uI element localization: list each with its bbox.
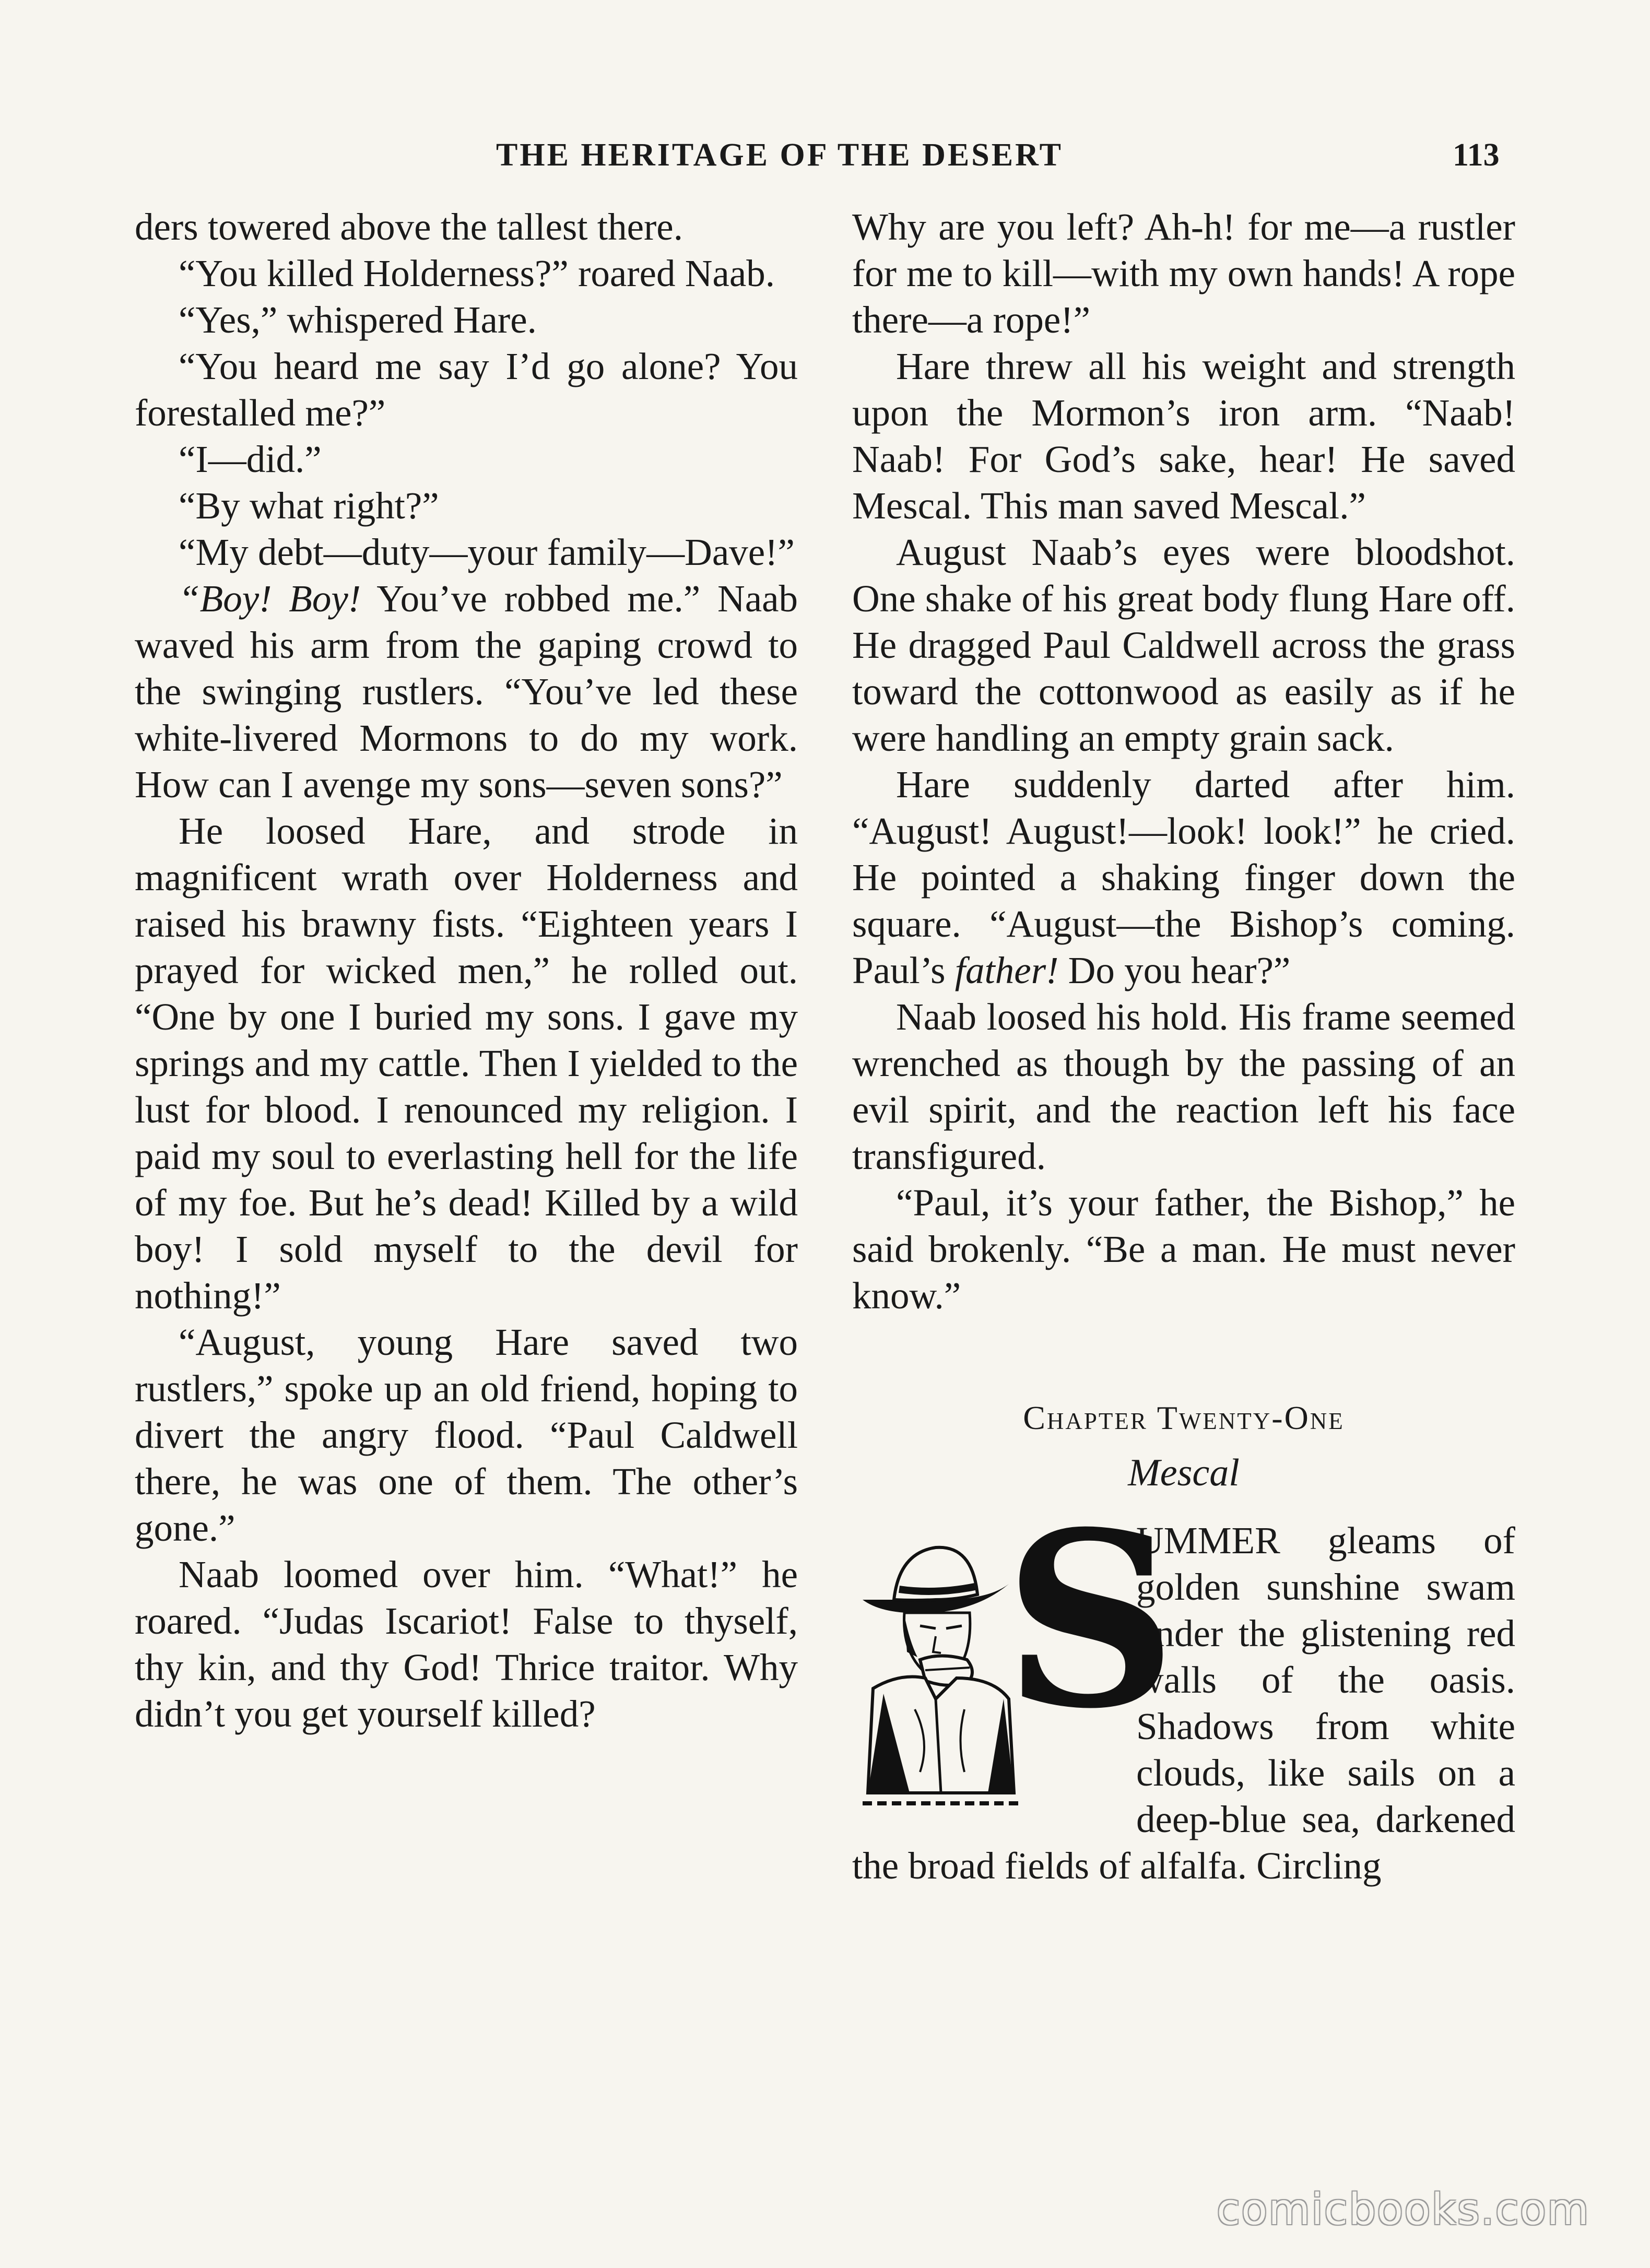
paragraph: “Yes,” whispered Hare.	[179, 299, 537, 341]
paragraph: “My debt—duty—your family—Dave!”	[179, 531, 795, 573]
chapter-opening	[852, 1480, 1515, 1889]
cowboy-illustration	[852, 1480, 1177, 1814]
paragraph-text: Do you hear?”	[1058, 949, 1291, 991]
chapter-subtitle: Mescal	[1128, 1451, 1240, 1494]
paragraph: He loosed Hare, and strode in magnificent wrath over Holderness and raised his brawny fists. “Eighteen years I prayed for wicked men,” he rolled out. “One by one I buried my sons. I gave my springs and my cattle. Then I yielded to the lust for blood. I renounced my religion. I paid my soul to everlasting hell for the life of my foe. But he’s dead! Killed by a wild boy! I sold myself to the devil for nothing!”	[135, 810, 798, 1317]
paragraph: Hare threw all his weight and strength upon the Mormon’s iron arm. “Naab! Naab! For God’s sake, hear! He saved Mescal. This man saved Mescal.”	[852, 345, 1515, 527]
paragraph	[135, 575, 798, 808]
paragraph: ders towered above the tallest there.	[135, 206, 683, 248]
paragraph: “I—did.”	[179, 438, 322, 480]
watermark: comicbooks.com	[1217, 2185, 1590, 2235]
running-head	[0, 137, 1650, 179]
paragraph: Naab loomed over him. “What!” he roared. “Judas Iscariot! False to thyself, thy kin, and thy God! Thrice traitor. Why didn’t you get yourself killed?	[135, 1553, 798, 1735]
paragraph: August Naab’s eyes were bloodshot. One shake of his great body flung Hare off. He dragged Paul Caldwell across the grass toward the cottonwood as easily as if he were handling an empty grain sack.	[852, 531, 1515, 759]
paragraph: Why are you left? Ah-h! for me—a rustler for me to kill—with my own hands! A rope there—a rope!”	[852, 206, 1515, 341]
page-number: 113	[1453, 137, 1500, 173]
running-title: THE HERITAGE OF THE DESERT	[496, 137, 1064, 173]
italic-word: father!	[954, 949, 1059, 991]
paragraph	[852, 761, 1515, 994]
drop-cap: S	[1004, 1480, 1177, 1762]
chapter-opening-text: UMMER gleams of golden sunshine swam under the glistening red walls of the oasis. Shadows from white clouds, like sails on a deep-blue sea, darkened the broad fields of alfalfa. Circling	[852, 1519, 1515, 1887]
paragraph-text: You’ve robbed me.” Naab waved his arm from the gaping crowd to the swinging rustlers. “You’ve led these white-livered Mormons to do my work. How can I avenge my sons—seven sons?”	[135, 577, 798, 806]
italic-lead: “Boy! Boy!	[179, 577, 361, 620]
paragraph: “August, young Hare saved two rustlers,” spoke up an old friend, hoping to divert the angry flood. “Paul Caldwell there, he was one of them. The other’s gone.”	[135, 1321, 798, 1549]
paragraph: “Paul, it’s your father, the Bishop,” he said brokenly. “Be a man. He must never know.”	[852, 1182, 1515, 1317]
paragraph: Naab loosed his hold. His frame seemed wrenched as though by the passing of an evil spirit, and the reaction left his face transfigured.	[852, 996, 1515, 1177]
paragraph: “You killed Holderness?” roared Naab.	[179, 252, 775, 294]
right-column	[852, 204, 1515, 1889]
left-column	[135, 204, 798, 1737]
paragraph-text: Hare suddenly darted after him. “August! August!—look! look!” he cried. He pointed a shaking finger down the square. “August—the Bishop’s coming. Paul’s	[852, 763, 1515, 991]
chapter-heading: Chapter Twenty-One	[1023, 1399, 1345, 1436]
paragraph: “By what right?”	[179, 485, 439, 527]
paragraph: “You heard me say I’d go alone? You forestalled me?”	[135, 345, 798, 434]
